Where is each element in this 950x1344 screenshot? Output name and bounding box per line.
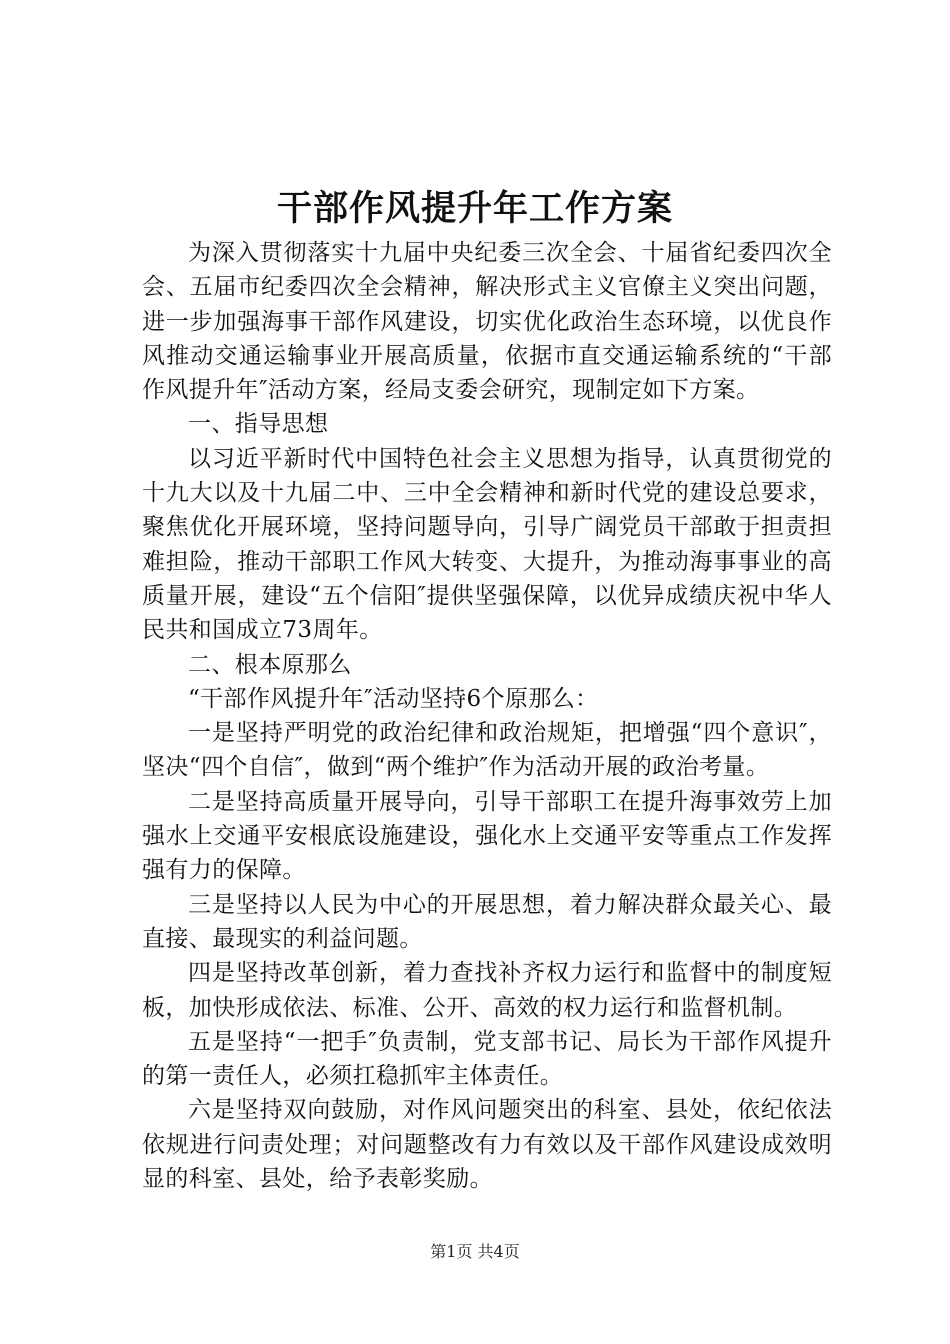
- paragraph-principle-1: 一是坚持严明党的政治纪律和政治规矩，把增强“四个意识″，坚决“四个自信″，做到“两个维护″作为活动开展的政治考量。: [142, 720, 832, 781]
- paragraph-principle-2: 二是坚持高质量开展导向，引导干部职工在提升海事效劳上加强水上交通平安根底设施建设，强化水上交通平安等重点工作发挥强有力的保障。: [142, 788, 832, 884]
- section-heading-principles: 二、根本原那么: [188, 651, 352, 678]
- paragraph-principle-5: 五是坚持“一把手″负责制，党支部书记、局长为干部作风提升的第一责任人，必须扛稳抓牢主体责任。: [142, 1028, 832, 1090]
- paragraph-principle-3: 三是坚持以人民为中心的开展思想，着力解决群众最关心、最直接、最现实的利益问题。: [142, 891, 832, 952]
- document-title: 干部作风提升年工作方案: [276, 188, 673, 229]
- paragraph-principle-4: 四是坚持改革创新，着力查找补齐权力运行和监督中的制度短板，加快形成依法、标准、公开、高效的权力运行和监督机制。: [142, 960, 832, 1021]
- paragraph-guiding-thought: 以习近平新时代中国特色社会主义思想为指导，认真贯彻党的十九大以及十九届二中、三中全会精神和新时代党的建设总要求，聚焦优化开展环境，坚持问题导向，引导广阔党员干部敢于担责担难担险，推动干部职工作风大转变、大提升，为推动海事事业的高质量开展，建设“五个信阳″提供坚强保障，以优异成绩庆祝中华人民共和国成立73周年。: [142, 445, 832, 644]
- section-heading-guiding-thought: 一、指导思想: [188, 411, 329, 438]
- document-body: [142, 236, 832, 1196]
- paragraph-principle-6: 六是坚持双向鼓励，对作风问题突出的科室、县处，依纪依法依规进行问责处理；对问题整改有力有效以及干部作风建设成效明显的科室、县处，给予表彰奖励。: [142, 1097, 832, 1193]
- page-footer: 第1页 共4页: [430, 1242, 520, 1261]
- paragraph-principles-intro: “干部作风提升年″活动坚持6个原那么：: [188, 685, 599, 712]
- paragraph-intro: 为深入贯彻落实十九届中央纪委三次全会、十届省纪委四次全会、五届市纪委四次全会精神，解决形式主义官僚主义突出问题，进一步加强海事干部作风建设，切实优化政治生态环境，以优良作风推动交通运输事业开展高质量，依据市直交通运输系统的“干部作风提升年″活动方案，经局支委会研究，现制定如下方案。: [142, 240, 832, 404]
